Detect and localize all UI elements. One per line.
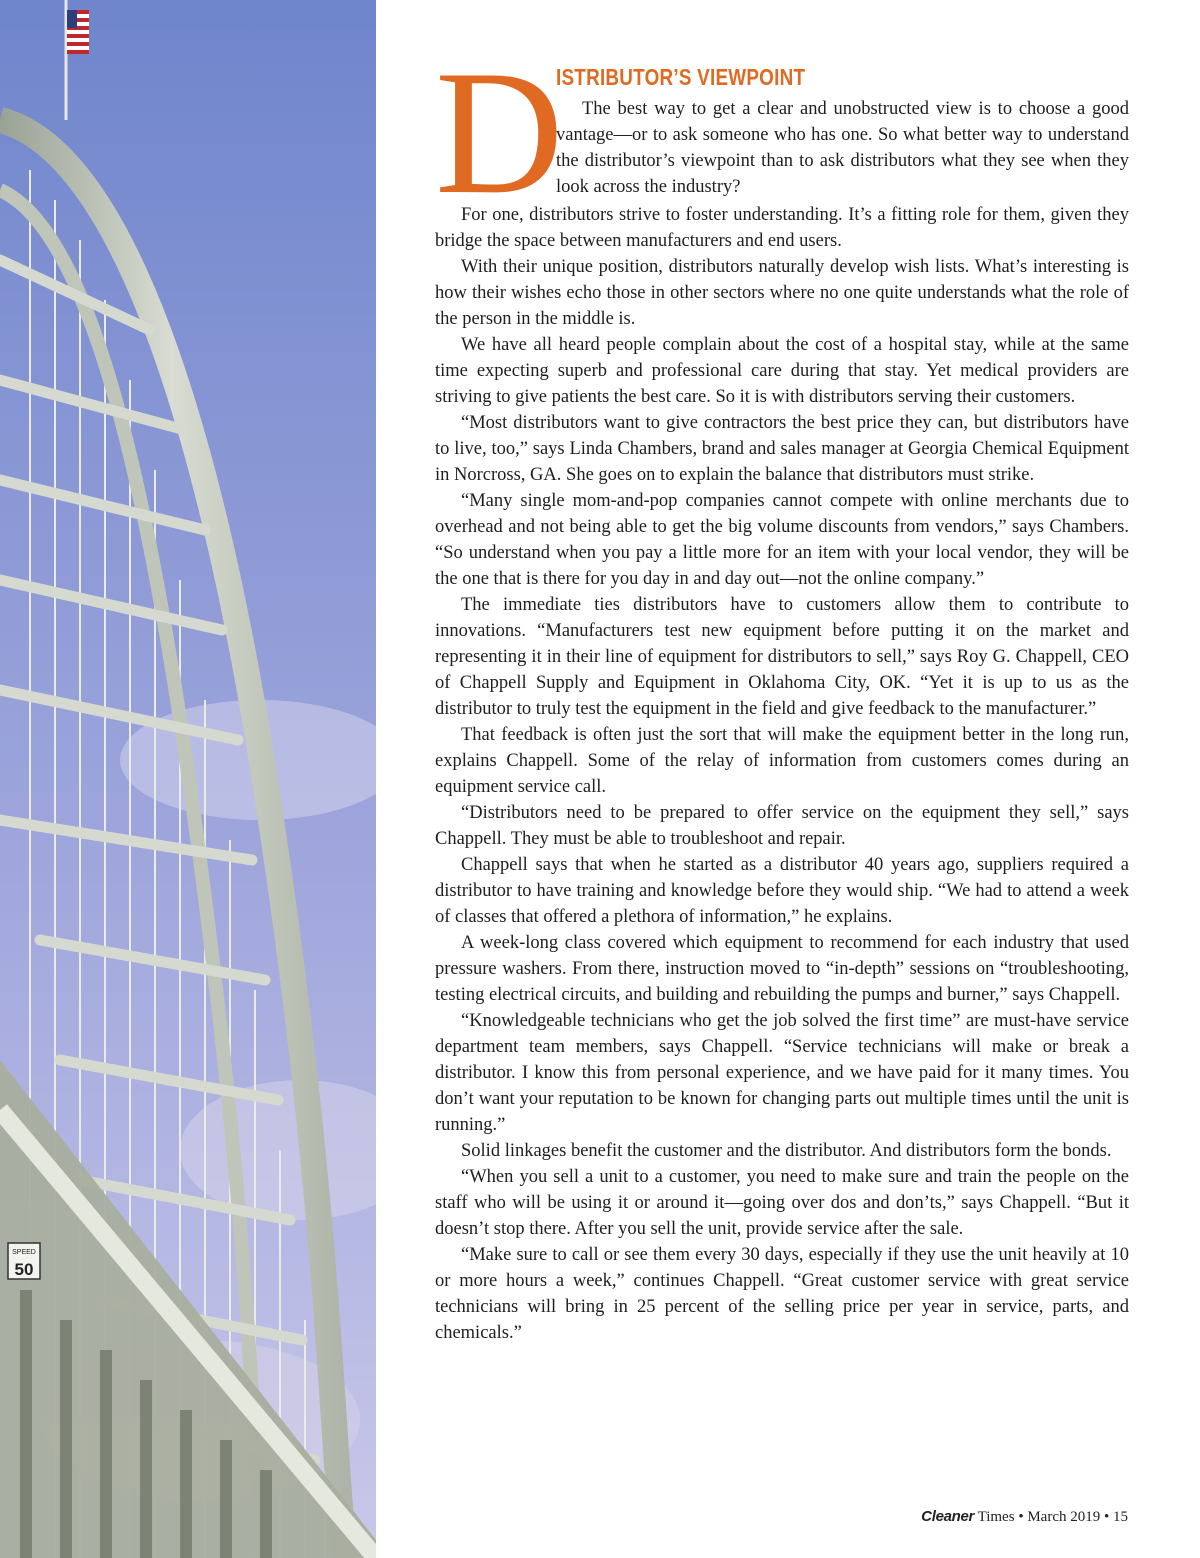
body-paragraph: That feedback is often just the sort that will make the equipment better in the long run, explains Chappell. Some of the relay of information from customers comes during an equipment service call. — [435, 725, 1129, 797]
magazine-name-rest: Times — [974, 1509, 1015, 1525]
speed-sign-label: SPEED — [12, 1249, 36, 1256]
flag — [67, 10, 89, 54]
body-paragraph: “Distributors need to be prepared to offer service on the equipment they sell,” says Chappell. They must be able to troubleshoot and repair. — [435, 803, 1129, 849]
body-paragraph: “Make sure to call or see them every 30 days, especially if they use the unit heavily at 10 or more hours a week,” continues Chappell. “Great customer service with great service technicians will bring in 25 percent of the selling price per year in service, parts, and chemicals.” — [435, 1245, 1129, 1343]
body-paragraph: We have all heard people complain about the cost of a hospital stay, while at the same time expecting superb and professional care during that stay. Yet medical providers are striving to give patients the best care. So it is with distributors serving their customers. — [435, 335, 1129, 407]
body-paragraph: The immediate ties distributors have to customers allow them to contribute to innovations. “Manufacturers test new equipment before putting it on the market and representing it in their line of equipment for distributors to sell,” says Roy G. Chappell, CEO of Chappell Supply and Equipment in Oklahoma City, OK. “Yet it is up to us as the distributor to truly test the equipment in the field and give feedback to the manufacturer.” — [435, 595, 1129, 719]
article-body — [435, 202, 1129, 1346]
body-paragraph: For one, distributors strive to foster understanding. It’s a fitting role for them, given they bridge the space between manufacturers and end users. — [435, 205, 1129, 251]
issue-date: March 2019 — [1027, 1509, 1101, 1525]
speed-sign — [8, 1243, 40, 1279]
bridge-illustration — [0, 0, 376, 1558]
body-paragraph: “Many single mom-and-pop companies cannot compete with online merchants due to overhead and not being able to get the big volume discounts from vendors,” says Chambers. “So understand when you pay a little more for an item with your local vendor, they will be the one that is there for you day in and day out—not the online company.” — [435, 491, 1129, 589]
footer-separator: • — [1100, 1509, 1113, 1525]
drop-cap: D — [435, 33, 564, 231]
body-paragraph: Solid linkages benefit the customer and the distributor. And distributors form the bonds. — [461, 1141, 1112, 1161]
body-paragraph: A week-long class covered which equipment to recommend for each industry that used pressure washers. From there, instruction moved to “in-depth” sessions on “troubleshooting, testing electrical circuits, and building and rebuilding the pumps and burner,” says Chappell. — [435, 933, 1129, 1005]
footer-separator: • — [1014, 1509, 1028, 1525]
speed-sign-number: 50 — [14, 1260, 34, 1279]
article-intro — [556, 96, 1129, 200]
body-paragraph: “Most distributors want to give contractors the best price they can, but distributors have to live, too,” says Linda Chambers, brand and sales manager at Georgia Chemical Equipment in Norcross, GA. She goes on to explain the balance that distributors must strike. — [435, 413, 1129, 485]
body-paragraph: “When you sell a unit to a customer, you need to make sure and train the people on the staff who will be using it or around it—going over dos and don’ts,” says Chappell. “But it doesn’t stop there. After you sell the unit, provide service after the sale. — [435, 1167, 1129, 1239]
magazine-name-italic: Cleaner — [921, 1508, 975, 1525]
body-paragraph: Chappell says that when he started as a distributor 40 years ago, suppliers required a distributor to have training and knowledge before they would ship. “We had to attend a week of classes that offered a plethora of information,” he explains. — [435, 855, 1129, 927]
bridge-photo — [0, 0, 376, 1558]
article-headline: ISTRIBUTOR’S VIEWPOINT — [556, 64, 806, 90]
page-footer — [921, 1508, 1128, 1526]
body-paragraph: “Knowledgeable technicians who get the job solved the first time” are must-have service department team members, says Chappell. “Service technicians will make or break a distributor. I know this from personal experience, and we have paid for it many times. You don’t want your reputation to be known for changing parts out multiple times until the unit is running.” — [435, 1011, 1129, 1135]
page-number: 15 — [1113, 1509, 1128, 1525]
body-paragraph: With their unique position, distributors naturally develop wish lists. What’s interesting is how their wishes echo those in other sectors where no one quite understands what the role of the person in the middle is. — [435, 257, 1129, 329]
intro-paragraph: The best way to get a clear and unobstructed view is to choose a good vantage—or to ask someone who has one. So what better way to understand the distributor’s viewpoint than to ask distributors what they see when they look across the industry? — [556, 99, 1129, 197]
